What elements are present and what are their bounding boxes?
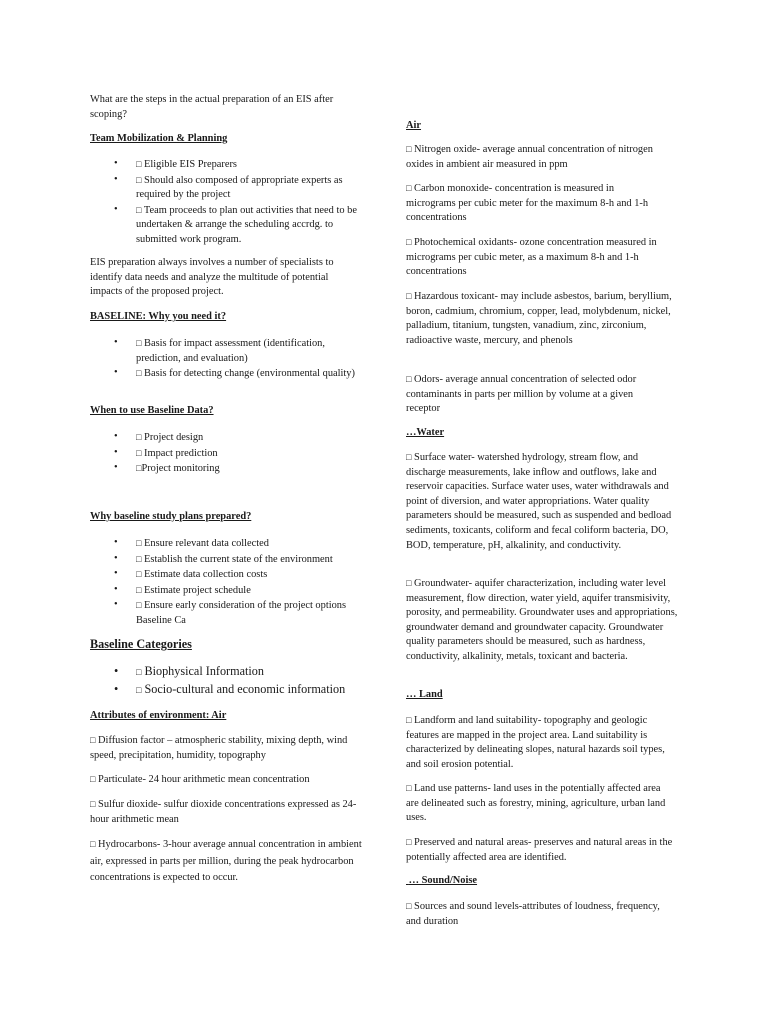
list-item: • □ Project design: [90, 430, 360, 446]
checkbox-glyph-icon: □: [406, 452, 412, 462]
checkbox-glyph-icon: □: [136, 338, 142, 348]
checkbox-glyph-icon: □: [136, 159, 142, 169]
air-paragraph: □ Diffusion factor – atmospheric stability, mixing depth, wind speed, precipitation, humidity, topography: [90, 735, 348, 761]
list-item: • □ Ensure relevant data collected: [90, 536, 375, 552]
when-list: [90, 430, 360, 477]
why-list: [90, 536, 375, 629]
baseline-heading: BASELINE: Why you need it?: [90, 311, 227, 322]
checkbox-glyph-icon: □: [136, 204, 142, 215]
air-paragraph: □ Photochemical oxidants- ozone concentration measured in micrograms per cubic meter, as a maximum 8-h and 1-h concentrations: [406, 237, 657, 278]
land-paragraph: □ Land use patterns- land uses in the potentially affected area are delineated such as forestry, mining, agriculture, urban land uses.: [406, 783, 666, 824]
question-text: What are the steps in the actual preparation of an EIS after scoping?: [90, 94, 334, 120]
air-heading: Air: [406, 120, 422, 131]
team-list: [90, 157, 370, 248]
air-paragraph: □ Sulfur dioxide- sulfur dioxide concentrations expressed as 24-hour arithmetic mean: [90, 799, 357, 825]
checkbox-glyph-icon: □: [406, 715, 412, 725]
checkbox-glyph-icon: □: [406, 237, 412, 247]
list-item: • □ Basis for impact assessment (identification, prediction, and evaluation): [90, 336, 360, 366]
when-heading: When to use Baseline Data?: [90, 405, 214, 416]
checkbox-glyph-icon: □: [406, 183, 412, 193]
sound-paragraph: □ Sources and sound levels-attributes of loudness, frequency, and duration: [406, 901, 660, 927]
categories-list: [90, 663, 380, 699]
sound-heading: … Sound/Noise: [408, 875, 478, 886]
eis-paragraph: EIS preparation always involves a number of specialists to identify data needs and analyze the multitude of potential impacts of the proposed project.: [90, 257, 334, 298]
air-paragraph: □ Particulate- 24 hour arithmetic mean concentration: [90, 774, 310, 785]
air-paragraph: □ Hydrocarbons- 3-hour average annual concentration in ambient air, expressed in parts per million, during the peak hydrocarbon concentrations is expected to occur.: [90, 839, 362, 884]
checkbox-glyph-icon: □: [136, 368, 142, 379]
list-item: • □ Socio-cultural and economic information: [90, 681, 380, 699]
checkbox-glyph-icon: □: [90, 799, 96, 809]
checkbox-glyph-icon: □: [136, 447, 142, 458]
checkbox-glyph-icon: □: [136, 174, 142, 185]
baseline-list: [90, 336, 360, 382]
checkbox-glyph-icon: □: [136, 600, 142, 611]
checkbox-glyph-icon: □: [136, 553, 142, 564]
checkbox-glyph-icon: □: [136, 584, 142, 595]
why-heading: Why baseline study plans prepared?: [90, 511, 252, 522]
list-item: • □ Estimate project schedule: [90, 583, 375, 599]
checkbox-glyph-icon: □: [90, 774, 96, 784]
checkbox-glyph-icon: □: [136, 538, 142, 548]
list-item: • □ Impact prediction: [90, 446, 360, 462]
checkbox-glyph-icon: □: [136, 684, 142, 695]
checkbox-glyph-icon: □: [406, 144, 412, 154]
land-paragraph: □ Preserved and natural areas- preserves and natural areas in the potentially affected area are identified.: [406, 837, 673, 863]
checkbox-glyph-icon: □: [406, 837, 412, 847]
list-item: • □ Estimate data collection costs: [90, 567, 375, 583]
list-item: • □Project monitoring: [90, 461, 360, 477]
list-item: • □ Should also composed of appropriate experts as required by the project: [90, 173, 370, 203]
checkbox-glyph-icon: □: [136, 667, 142, 677]
land-paragraph: □ Landform and land suitability- topography and geologic features are mapped in the project area. Land suitability is characterized by delineating slopes, natural hazards soil types, and soil erosion potential.: [406, 715, 665, 770]
list-item: • □ Basis for detecting change (environmental quality): [90, 366, 360, 382]
checkbox-glyph-icon: □: [406, 291, 412, 301]
categories-heading: Baseline Categories: [90, 637, 192, 651]
water-heading: …Water: [406, 427, 445, 438]
air-paragraph: □ Carbon monoxide- concentration is measured in micrograms per cubic meter for the maximum 8-h and 1-h concentrations: [406, 183, 649, 224]
checkbox-glyph-icon: □: [90, 735, 96, 745]
checkbox-glyph-icon: □: [136, 463, 142, 474]
checkbox-glyph-icon: □: [90, 839, 96, 849]
checkbox-glyph-icon: □: [406, 374, 412, 384]
attributes-heading: Attributes of environment: Air: [90, 710, 227, 721]
water-paragraph: □ Surface water- watershed hydrology, stream flow, and discharge measurements, lake inflow and outflows, lake and reservoir capacities. Surface water uses, water withdrawals and point of diversion, and water appropriations. Water quality parameters should be measured, such as suspended and bedload sediments, toxicants, coliform and fecal coliform bacteria, DO, BOD, temperature, pH, alkalinity, and conductivity.: [406, 452, 672, 551]
list-item: • □ Establish the current state of the environment: [90, 552, 375, 568]
list-item: • □ Team proceeds to plan out activities that need to be undertaken & arrange the scheduling accrdg. to submitted work program.: [90, 203, 370, 248]
checkbox-glyph-icon: □: [136, 569, 142, 580]
air-paragraph: □ Nitrogen oxide- average annual concentration of nitrogen oxides in ambient air measured in ppm: [406, 144, 653, 170]
list-item: • □ Biophysical Information: [90, 663, 380, 681]
list-item: • □ Eligible EIS Preparers: [90, 157, 370, 173]
checkbox-glyph-icon: □: [406, 901, 412, 911]
land-heading: … Land: [406, 689, 443, 700]
water-paragraph: □ Groundwater- aquifer characterization, including water level measurement, flow direction, water yield, aquifer transmisivity, porosity, and permeability. Groundwater uses and appropriations, groundwater demand and groundwater capacity. Groundwater quality parameters should be measured, such as hardness, conductivity, alkalinity, metals, toxicant and bacteria.: [406, 578, 678, 662]
air-paragraph: □ Odors- average annual concentration of selected odor contaminants in parts per million by volume at a given receptor: [406, 374, 637, 415]
checkbox-glyph-icon: □: [406, 783, 412, 793]
air-paragraph: □ Hazardous toxicant- may include asbestos, barium, beryllium, boron, cadmium, chromium, copper, lead, molybdenum, nickel, palladium, titanium, tungsten, vanadium, zinc, zirconium, radioactive waste, mercury, and phenols: [406, 291, 672, 346]
team-mobilization-heading: Team Mobilization & Planning: [90, 133, 228, 144]
checkbox-glyph-icon: □: [136, 432, 142, 442]
checkbox-glyph-icon: □: [406, 578, 412, 588]
list-item: • □ Ensure early consideration of the project options Baseline Ca: [90, 598, 375, 628]
